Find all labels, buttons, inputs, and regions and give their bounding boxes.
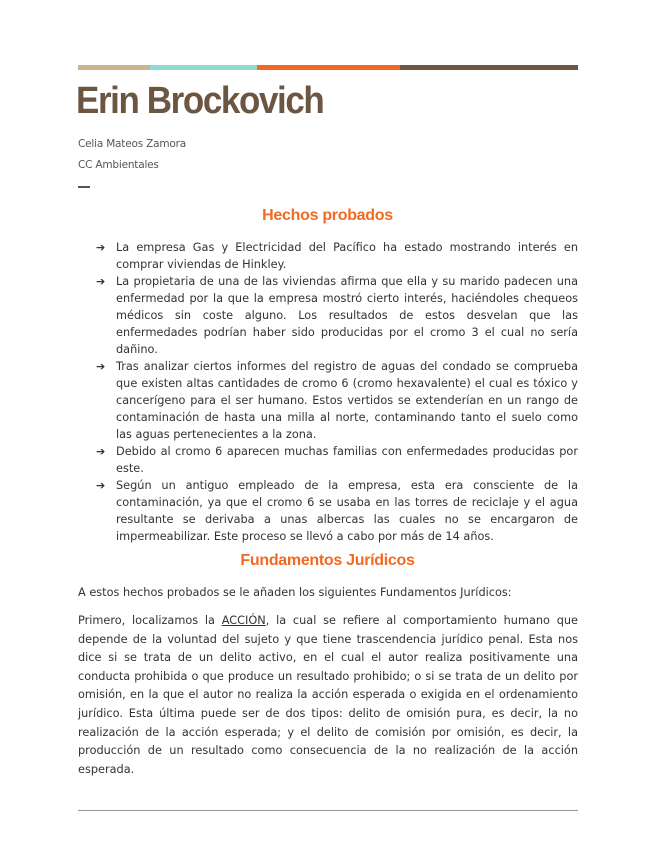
top-color-bar bbox=[78, 65, 578, 70]
section-heading-hechos: Hechos probados bbox=[262, 207, 393, 224]
bar-segment-tan bbox=[78, 65, 150, 70]
list-item-text: Según un antiguo empleado de la empresa, esta era consciente de la contaminación, ya que el cromo 6 se usaba en las torres de reciclaje y el agua resultante se derivaba a unas albercas las cuales no se encargaron de impermeabilizar. Este proceso se llevó a cabo por más de 14 años. bbox=[116, 479, 578, 543]
accion-term: ACCIÓN bbox=[221, 614, 266, 627]
arrow-icon: ➔ bbox=[96, 275, 106, 288]
separator-dash bbox=[78, 186, 90, 188]
body-paragraph bbox=[78, 612, 578, 779]
list-item bbox=[96, 477, 578, 545]
list-item-text: Tras analizar ciertos informes del registro de aguas del condado se comprueba que existen altas cantidades de cromo 6 (cromo hexavalente) el cual es tóxico y cancerígeno para el ser humano. Estos vertidos se extenderían en un rango de contaminación de hasta una milla al norte, contaminando tanto el suelo como las aguas pertenecientes a la zona. bbox=[116, 360, 578, 441]
bottom-rule bbox=[78, 810, 578, 811]
section-heading-fundamentos: Fundamentos Jurídicos bbox=[240, 552, 415, 569]
bar-segment-teal bbox=[150, 65, 257, 70]
list-item bbox=[96, 239, 578, 273]
arrow-icon: ➔ bbox=[96, 241, 106, 254]
document-title: Erin Brockovich bbox=[76, 80, 324, 122]
list-item bbox=[96, 358, 578, 443]
bar-segment-orange bbox=[257, 65, 400, 70]
organization-name: CC Ambientales bbox=[78, 159, 159, 171]
list-item bbox=[96, 273, 578, 358]
list-item bbox=[96, 443, 578, 477]
bar-segment-brown bbox=[400, 65, 578, 70]
arrow-icon: ➔ bbox=[96, 479, 106, 492]
paragraph-rest: , la cual se refiere al comportamiento humano que depende de la voluntad del sujeto y que tiene trascendencia jurídico penal. Esta nos dice si se trata de un delito activo, en el cual el autor realiza positivamente una conducta prohibida o que produce un resultado prohibido; o si se trata de un delito por omisión, en la que el autor no realiza la acción esperada o exigida en el ordenamiento jurídico. Esta última puede ser de dos tipos: delito de omisión pura, es decir, la no realización de la acción esperada; y el delito de comisión por omisión, es decir, la producción de un resultado como consecuencia de la no realización de la acción esperada. bbox=[78, 614, 578, 776]
arrow-icon: ➔ bbox=[96, 360, 106, 373]
list-item-text: Debido al cromo 6 aparecen muchas familias con enfermedades producidas por este. bbox=[116, 445, 578, 475]
list-item-text: La propietaria de una de las viviendas afirma que ella y su marido padecen una enfermedad por la que la empresa mostró cierto interés, haciéndoles chequeos médicos sin coste alguno. Los resultados de estos desvelan que las enfermedades podrían haber sido producidas por el cromo 3 el cual no sería dañino. bbox=[116, 275, 578, 356]
author-name: Celia Mateos Zamora bbox=[78, 138, 186, 150]
intro-paragraph: A estos hechos probados se le añaden los siguientes Fundamentos Jurídicos: bbox=[78, 586, 512, 599]
facts-list bbox=[96, 239, 578, 545]
list-item-text: La empresa Gas y Electricidad del Pacífico ha estado mostrando interés en comprar viviendas de Hinkley. bbox=[116, 241, 578, 271]
arrow-icon: ➔ bbox=[96, 445, 106, 458]
paragraph-start: Primero, localizamos la bbox=[78, 614, 222, 627]
